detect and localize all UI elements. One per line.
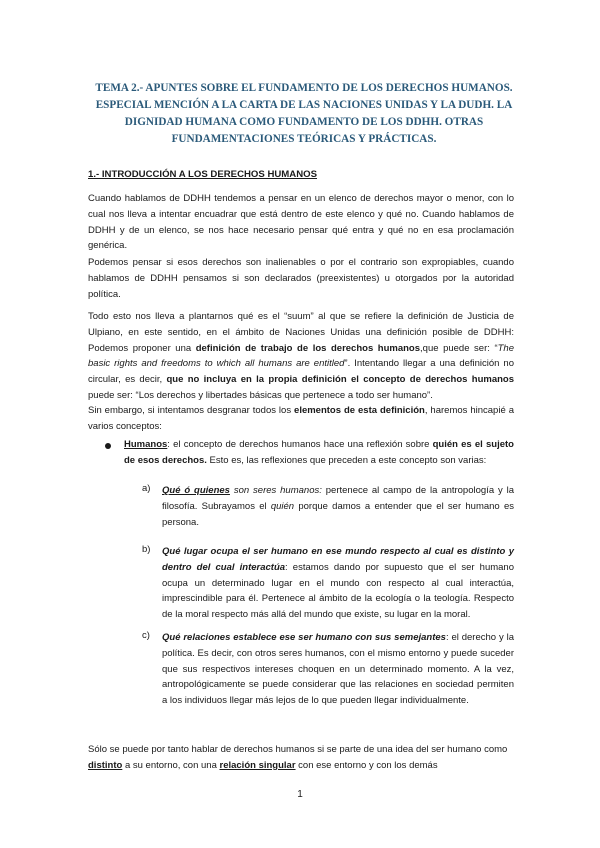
paragraph-1: Cuando hablamos de DDHH tendemos a pensar en un elenco de derechos mayor o menor, con lo cual nos lleva a intentar encuadrar que está dentro de este elenco y qué no. Cuando hablamos de DDHH y de un elenco, se nos hace necesario pensar qué entra y qué no en esa proclamación genérica. bbox=[88, 193, 514, 252]
item-c-marker: c) bbox=[142, 630, 150, 641]
page-number: 1 bbox=[297, 789, 303, 800]
document-title: TEMA 2.- APUNTES SOBRE EL FUNDAMENTO DE LOS DERECHOS HUMANOS. ESPECIAL MENCIÓN A LA CARTA DE LAS NACIONES UNIDAS Y LA DUDH. LA DIGNIDAD HUMANA COMO FUNDAMENTO DE LOS DDHH. OTRAS FUNDAMENTACIONES TEÓRICAS Y PRÁCTICAS. bbox=[95, 82, 513, 145]
paragraph-2: Podemos pensar si esos derechos son inalienables o por el contrario son expropiables, cuando hablamos de DDHH pensamos si son declarados (preexistentes) u otorgados por la autoridad política. bbox=[88, 257, 514, 300]
paragraph-5: Sólo se puede por tanto hablar de derechos humanos si se parte de una idea del ser humano como distinto a su entorno, con una relación singular con ese entorno y con los demás bbox=[88, 744, 508, 771]
paragraph-3: Todo esto nos lleva a plantarnos qué es el “suum” al que se refiere la definición de Justicia de Ulpiano, en este sentido, en el ámbito de Naciones Unidas una definición posible de DDHH: Podemos proponer una definición de trabajo de los derechos humanos,que puede ser: “The basic rights and freedoms to which all humans are entitled”. Intentando llegar a una definición no circular, es decir, que no incluya en la propia definición el concepto de derechos humanos puede ser: “Los derechos y libertades básicas que pertenece a todo ser humano”. bbox=[88, 311, 514, 401]
section-heading: 1.- INTRODUCCIÓN A LOS DERECHOS HUMANOS bbox=[88, 169, 318, 180]
item-a-marker: a) bbox=[142, 483, 151, 494]
list-item-a: Qué ó quienes son seres humanos: pertenece al campo de la antropología y la filosofía. Subrayamos el quién porque damos a entender que el ser humano es persona. bbox=[162, 485, 515, 528]
bullet-item-humanos: Humanos: el concepto de derechos humanos hace una reflexión sobre quién es el sujeto de esos derechos. Esto es, las reflexiones que preceden a este concepto son varias: bbox=[124, 439, 514, 466]
paragraph-4: Sin embargo, si intentamos desgranar todos los elementos de esta definición, haremos hincapié a varios conceptos: bbox=[88, 405, 514, 432]
bullet-dot-icon bbox=[105, 443, 111, 449]
list-item-b: Qué lugar ocupa el ser humano en ese mundo respecto al cual es distinto y dentro del cual interactúa: estamos dando por supuesto que el ser humano ocupa un determinado lugar en el mundo con respecto al cual interactúa, imprescindible para él. Pertenece al ámbito de la ecología o la teología. Respecto de la moral respecto más allá del mundo que existe, su lugar en la moral. bbox=[162, 546, 514, 621]
item-b-marker: b) bbox=[142, 544, 151, 555]
list-item-c: Qué relaciones establece ese ser humano con sus semejantes: el derecho y la política. Es decir, con otros seres humanos, con el mismo entorno y puede suceder que sus respectivos intereses choquen en un determinado momento. A la vez, antropológicamente se puede considerar que las relaciones en sociedad permiten a los individuos llegar más lejos de lo que pueden llegar individualmente. bbox=[162, 632, 514, 707]
